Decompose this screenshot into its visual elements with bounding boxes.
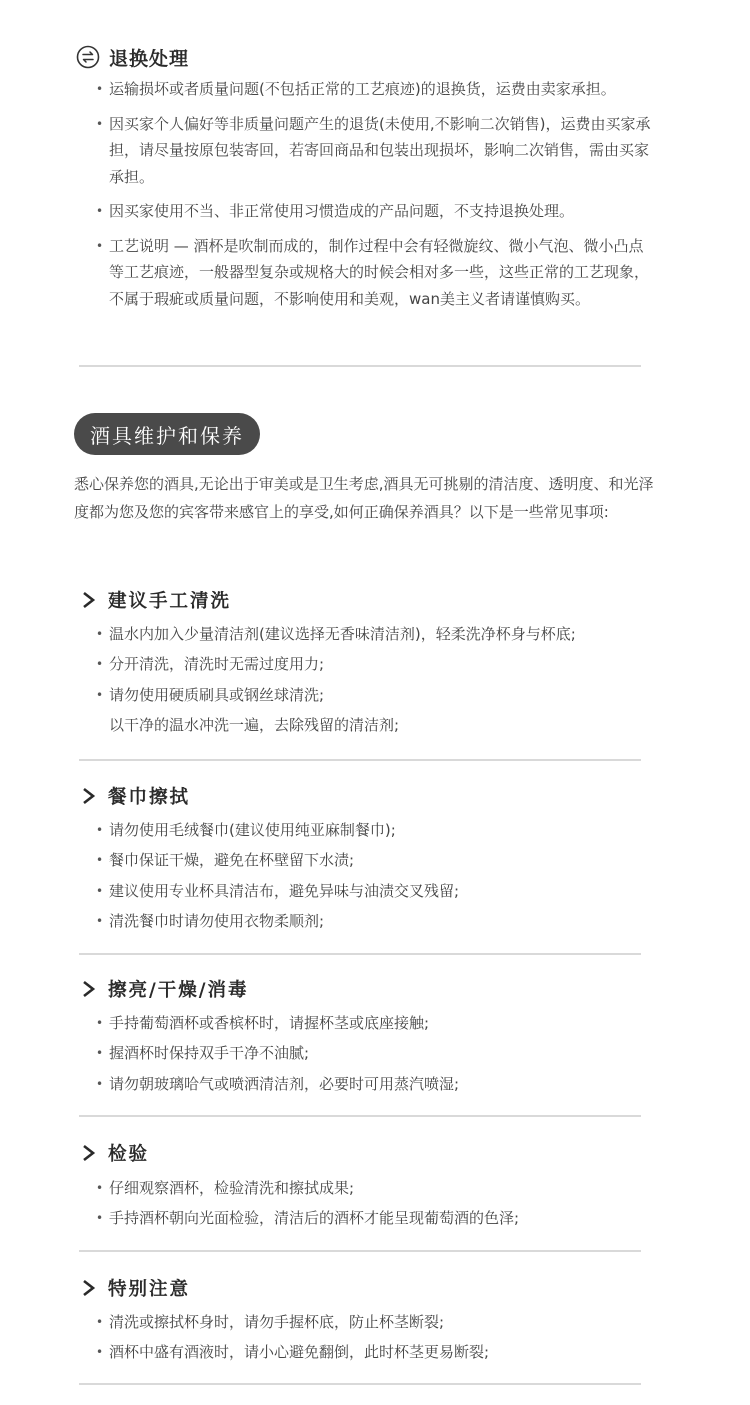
section-list-inspect bbox=[96, 1173, 676, 1234]
section-list-caution bbox=[96, 1307, 676, 1368]
returns-item: • 因买家个人偏好等非质量问题产生的退货(未使用,不影响二次销售)，运费由买家承担，请尽量按原包装寄回，若寄回商品和包装出现损坏，影响二次销售，需由买家承担。 bbox=[96, 111, 656, 191]
divider bbox=[79, 365, 641, 367]
section-title-text: 建议手工清洗 bbox=[108, 591, 232, 612]
section-title-inspect bbox=[80, 1140, 149, 1166]
list-item: 以干净的温水冲洗一遍，去除残留的清洁剂; bbox=[109, 715, 400, 734]
list-item: • 建议使用专业杯具清洁布，避免异味与油渍交叉残留; bbox=[96, 876, 676, 906]
section-title-text: 特别注意 bbox=[108, 1279, 191, 1300]
list-item: • 酒杯中盛有酒液时，请小心避免翻倒，此时杯茎更易断裂; bbox=[96, 1337, 676, 1367]
chevron-right-icon bbox=[80, 980, 98, 998]
list-item: • 清洗餐巾时请勿使用衣物柔顺剂; bbox=[96, 906, 676, 936]
care-heading: 酒具维护和保养 bbox=[90, 423, 244, 448]
list-item: • 请勿使用硬质刷具或钢丝球清洗; bbox=[96, 680, 676, 710]
divider bbox=[79, 1115, 641, 1117]
section-title-napkin bbox=[80, 783, 190, 809]
care-intro: 悉心保养您的酒具,无论出于审美或是卫生考虑,酒具无可挑剔的清洁度、透明度、和光泽度都为您及您的宾客带来感官上的享受,如何正确保养酒具？以下是一些常见事项: bbox=[74, 475, 654, 521]
chevron-right-icon bbox=[80, 591, 98, 609]
list-item: • 分开清洗，清洗时无需过度用力; bbox=[96, 649, 676, 679]
list-item: • 请勿使用毛绒餐巾(建议使用纯亚麻制餐巾); bbox=[96, 815, 676, 845]
swap-arrows-icon bbox=[76, 45, 100, 69]
list-item: • 餐巾保证干燥，避免在杯壁留下水渍; bbox=[96, 845, 676, 875]
section-title-hand-wash bbox=[80, 587, 231, 613]
returns-list bbox=[96, 76, 656, 320]
list-item: • 握酒杯时保持双手干净不油腻; bbox=[96, 1038, 676, 1068]
divider bbox=[79, 1250, 641, 1252]
section-list-hand-wash bbox=[96, 619, 676, 740]
section-list-polish bbox=[96, 1008, 676, 1099]
returns-item: • 因买家使用不当、非正常使用习惯造成的产品问题，不支持退换处理。 bbox=[96, 198, 656, 225]
section-title-text: 擦亮/干燥/消毒 bbox=[108, 980, 249, 1001]
section-title-text: 餐巾擦拭 bbox=[108, 787, 191, 808]
list-item: • 请勿朝玻璃哈气或喷洒清洁剂，必要时可用蒸汽喷湿; bbox=[96, 1069, 676, 1099]
list-item: • 温水内加入少量清洁剂(建议选择无香味清洁剂)，轻柔洗净杯身与杯底; bbox=[96, 619, 676, 649]
chevron-right-icon bbox=[80, 787, 98, 805]
section-title-caution bbox=[80, 1275, 190, 1301]
section-title-text: 检验 bbox=[108, 1144, 150, 1165]
list-item: • 仔细观察酒杯，检验清洗和擦拭成果; bbox=[96, 1173, 676, 1203]
returns-header bbox=[76, 44, 189, 70]
chevron-right-icon bbox=[80, 1279, 98, 1297]
list-item: • 手持酒杯朝向光面检验，清洁后的酒杯才能呈现葡萄酒的色泽; bbox=[96, 1203, 676, 1233]
list-item: • 手持葡萄酒杯或香槟杯时，请握杯茎或底座接触; bbox=[96, 1008, 676, 1038]
returns-title: 退换处理 bbox=[109, 47, 190, 70]
returns-item: • 工艺说明 — 酒杯是吹制而成的，制作过程中会有轻微旋纹、微小气泡、微小凸点等工艺痕迹，一般器型复杂或规格大的时候会相对多一些，这些正常的工艺现象，不属于瑕疵或质量问题，不影响使用和美观，wan美主义者请谨慎购买。 bbox=[96, 233, 656, 313]
list-item: • 清洗或擦拭杯身时，请勿手握杯底，防止杯茎断裂; bbox=[96, 1307, 676, 1337]
divider bbox=[79, 1383, 641, 1385]
section-title-polish bbox=[80, 976, 249, 1002]
section-list-napkin bbox=[96, 815, 676, 936]
divider bbox=[79, 759, 641, 761]
care-heading-pill bbox=[74, 413, 260, 455]
divider bbox=[79, 953, 641, 955]
returns-item: • 运输损坏或者质量问题(不包括正常的工艺痕迹)的退换货，运费由卖家承担。 bbox=[96, 76, 656, 103]
chevron-right-icon bbox=[80, 1144, 98, 1162]
